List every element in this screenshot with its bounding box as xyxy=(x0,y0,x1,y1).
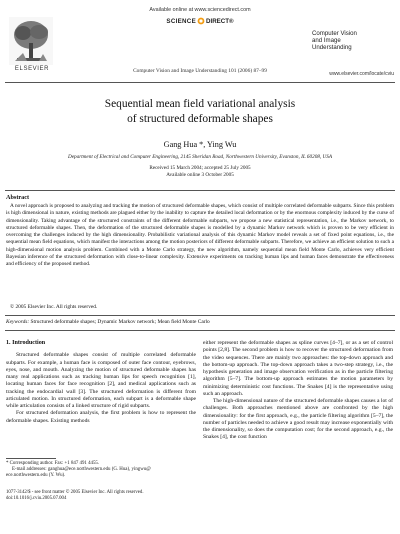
journal-header xyxy=(0,0,400,84)
available-date: Available online 3 October 2005 xyxy=(166,171,234,178)
email-addresses[interactable]: E-mail addresses: ganghua@ece.northwestern.edu (G. Hua), yingwu@ xyxy=(12,467,151,472)
keywords-divider xyxy=(5,330,395,331)
journal-logo-line: Understanding xyxy=(312,43,352,51)
sciencedirect-logo-direct: DIRECT® xyxy=(206,17,234,25)
abstract-body: A novel approach is proposed to analyzing and tracking the motion of structured deformable shapes, which consist of multiple correlated deformable subparts. Since this problem is high dimensional in nature, existing methods are plagued either by the inability to capture the detailed local deformation or by the enormous complexity induced by the curse of dimensionality. Taking advantage of the structured constraints of the different deformable subparts, we propose a new statistical representation, i.e., the Markov network, to structured deformable shapes. Then, the deformation of the structured deformable shapes is modelled by a dynamic Markov network which is proven to be very efficient in overcoming the challenges induced by the high dimensionality. Probabilistic variational analysis of this dynamic Markov model reveals a set of fixed point equations, i.e., the sequential mean field equations, which manifest the interactions among the motion posteriors of different deformable subparts. Therefore, we achieve an efficient solution to such a high-dimensional motion analysis problem. Combined with a Monte Carlo strategy, the new algorithm, namely sequential mean field Monte Carlo, achieves very efficient Bayesian inference of the structured deformation with close-to-linear complexity. Extensive experiments on tracking human lips and human faces demonstrate the effectiveness and efficiency of the proposed method. xyxy=(6,203,394,267)
journal-logo-line: Computer Vision xyxy=(312,30,357,37)
keywords-label: Keywords: xyxy=(6,319,30,325)
footnotes xyxy=(6,461,196,479)
keywords-list: Structured deformable shapes; Dynamic Markov network; Mean field Monte Carlo xyxy=(29,319,210,325)
body-paragraph: For structured deformation analysis, the first problem is how to represent the deformable shapes. Existing methods xyxy=(6,410,196,424)
right-column xyxy=(203,340,393,442)
journal-logo-line: and Image xyxy=(312,36,341,44)
elsevier-wordmark: ELSEVIER xyxy=(14,66,50,72)
body-paragraph: either represent the deformable shapes as spline curves [4–7], or as a set of control points [2,8]. The second problem is how to recover the structured deformation from the video sequences. There are mainly two approaches: the top-down approach and the bottom-up approach. The top-down approach takes a two-step strategy, i.e., the hypothesis generation and image observation verification as in the particle filtering algorithm [5–7]. The bottom-up approach estimates the motion parameters by minimizing deterministic cost functions. The Snakes [4] is the representative using such an approach. xyxy=(203,340,393,397)
keywords-line xyxy=(6,319,210,325)
journal-logo[interactable] xyxy=(312,31,398,51)
issn-line: 1077-3142/$ - see front matter © 2005 Elsevier Inc. All rights reserved. xyxy=(6,490,144,495)
footnote-divider xyxy=(6,458,56,459)
corresponding-author-note: * Corresponding author. Fax: +1 847 491 4455. xyxy=(6,461,100,466)
left-column xyxy=(6,340,196,425)
author-affiliation: Department of Electrical and Computer Engineering, 2145 Sheridan Road, Northwestern University, Evanston, IL 60208, USA xyxy=(67,154,332,160)
sciencedirect-logo-text: SCIENCE xyxy=(166,17,196,25)
article-title-line: of structured deformable shapes xyxy=(127,112,273,125)
article-authors[interactable]: Gang Hua *, Ying Wu xyxy=(163,140,237,149)
doi-link[interactable]: doi:10.1016/j.cviu.2005.07.004 xyxy=(6,496,67,501)
abstract-heading: Abstract xyxy=(6,194,30,201)
sciencedirect-orb-icon xyxy=(197,17,205,25)
article-dates xyxy=(0,165,400,178)
article-title-line: Sequential mean field variational analysis xyxy=(104,98,296,110)
header-divider xyxy=(5,82,395,83)
abstract-top-divider xyxy=(5,190,395,191)
article-title xyxy=(0,97,400,126)
journal-url-link[interactable]: www.elsevier.com/locate/cviu xyxy=(329,71,394,77)
journal-citation: Computer Vision and Image Understanding 101 (2006) 87–99 xyxy=(133,68,267,74)
available-online-text[interactable]: Available online at www.sciencedirect.com xyxy=(149,7,251,13)
section-heading: 1. Introduction xyxy=(6,340,46,346)
received-date: Received 15 March 2004; accepted 25 July 2005 xyxy=(149,165,251,171)
email-addresses[interactable]: ece.northwestern.edu (Y. Wu). xyxy=(6,473,66,478)
elsevier-tree-logo-icon xyxy=(9,17,53,65)
body-paragraph: The high-dimensional nature of the structured deformable shapes causes a lot of challenges. Both approaches mentioned above are confronted by the high dimensionality: for the first approach, e.g., the particle filtering algorithm [5–7], the number of particles needed to achieve a good result may increase exponentially with the dimensionality, so does the computation cost; for the second approach, e.g., the Snakes [4], the cost function xyxy=(203,398,393,441)
abstract-bottom-divider xyxy=(5,315,395,316)
abstract-copyright: © 2005 Elsevier Inc. All rights reserved. xyxy=(10,304,98,310)
sciencedirect-logo[interactable] xyxy=(150,15,250,27)
body-paragraph: Structured deformable shapes consist of multiple correlated deformable subparts. For example, a human face is composed of outer face contour, eyebrows, eyes, nose, and mouth. Analyzing the motion of structured deformable shapes has many real applications such as tracking human lips for speech recognition [1], locating human faces for face recognition [2], and medical applications such as tracking the endocardial wall [3]. The structured deformation is different from articulated motion. In structured deformation, each subpart is a deformable shape while articulation consists of a linked structure of rigid subparts. xyxy=(6,352,196,409)
issn-block xyxy=(6,490,196,502)
